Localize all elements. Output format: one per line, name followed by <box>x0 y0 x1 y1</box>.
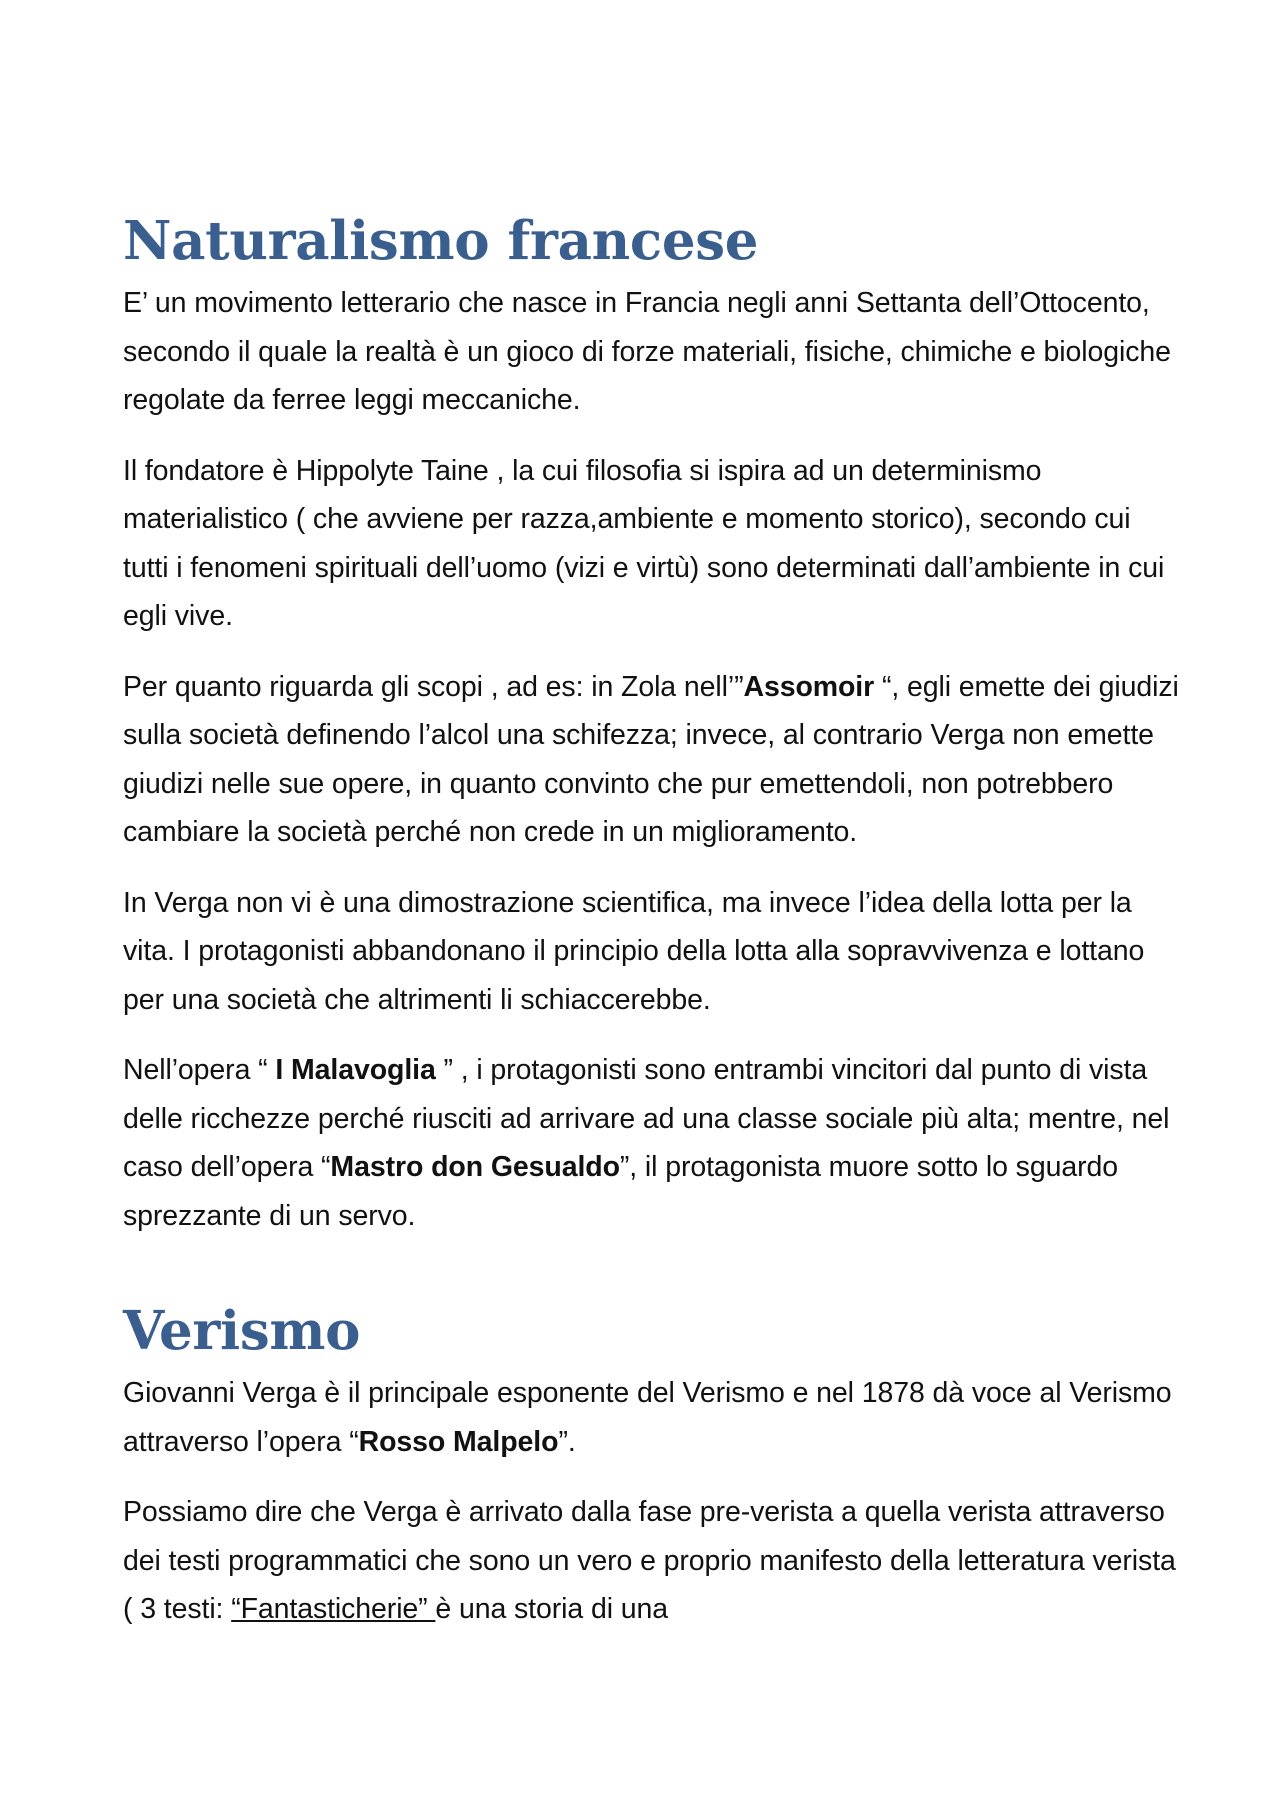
section-title-verismo: Verismo <box>123 1300 361 1362</box>
text-run: ” , i protagonisti sono entrambi vincitori dal punto di vista delle ricchezze perché riusciti ad arrivare ad una classe sociale più alta; mentre, nel caso dell’opera “ <box>123 1054 1170 1183</box>
text-run: Per quanto riguarda gli scopi , ad es: in Zola nell’” <box>123 670 744 703</box>
text-run: Nell’opera “ <box>123 1054 276 1086</box>
paragraph-works <box>123 1046 1183 1240</box>
text-run: ”, il protagonista muore sotto lo sguardo sprezzante di un servo. <box>123 1151 1118 1232</box>
paragraph-scopes <box>123 663 1183 857</box>
paragraph-verga <box>123 1369 1183 1466</box>
text-run: è una storia di una <box>435 1593 668 1625</box>
text-run: Possiamo dire che Verga è arrivato dalla fase pre-verista a quella verista attraverso dei testi programmatici che sono un vero e proprio manifesto della letteratura verista ( 3 testi: <box>123 1496 1176 1625</box>
work-title-assomoir: Assomoir <box>743 670 875 703</box>
work-title-malavoglia: I Malavoglia <box>275 1054 436 1086</box>
paragraph-struggle: In Verga non vi è una dimostrazione scientifica, ma invece l’idea della lotta per la vita. I protagonisti abbandonano il principio della lotta alla sopravvivenza e lottano per una società che altrimenti li schiaccerebbe. <box>123 886 1145 1016</box>
text-run: “, egli emette dei giudizi sulla società definendo l’alcol una schifezza; invece, al contrario Verga non emette giudizi nelle sue opere, in quanto convinto che pur emettendoli, non potrebbero cambiare la società perché non crede in un miglioramento. <box>123 670 1179 848</box>
paragraph-founder: Il fondatore è Hippolyte Taine , la cui filosofia si ispira ad un determinismo materialistico ( che avviene per razza,ambiente e momento storico), secondo cui tutti i fenomeni spirituali dell’uomo (vizi e virtù) sono determinati dall’ambiente in cui egli vive. <box>123 454 1165 632</box>
paragraph-definition: E’ un movimento letterario che nasce in Francia negli anni Settanta dell’Ottocento, secondo il quale la realtà è un gioco di forze materiali, fisiche, chimiche e biologiche regolate da ferree leggi meccaniche. <box>123 287 1171 416</box>
section-title-naturalismo: Naturalismo francese <box>123 210 759 272</box>
work-title-fantasticherie: “Fantasticherie” <box>231 1593 436 1625</box>
text-run: Giovanni Verga è il principale esponente del Verismo e nel 1878 dà voce al Verismo attraverso l’opera “ <box>123 1377 1172 1458</box>
work-title-rosso-malpelo: Rosso Malpelo <box>358 1425 559 1458</box>
text-run: ”. <box>558 1425 576 1458</box>
document-page <box>123 205 1183 1656</box>
paragraph-programmatic-texts <box>123 1488 1183 1634</box>
work-title-gesualdo: Mastro don Gesualdo <box>330 1151 620 1183</box>
